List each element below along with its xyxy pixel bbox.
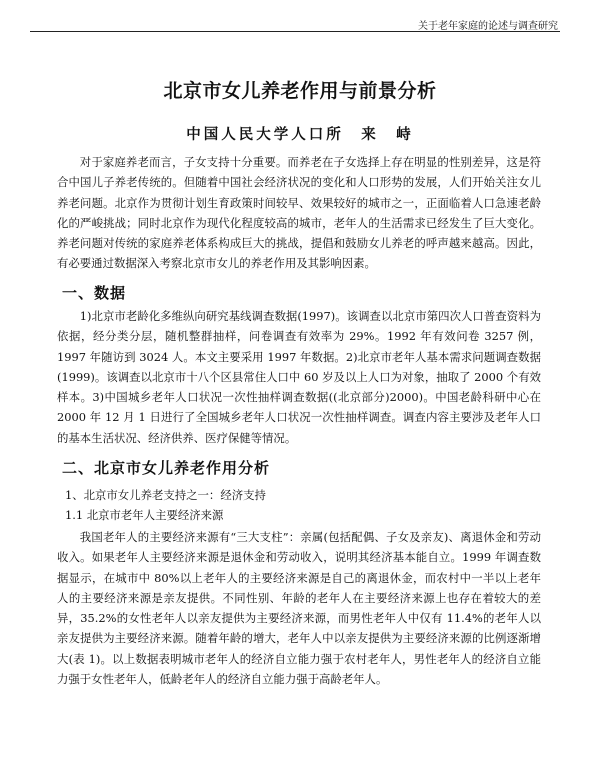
section-heading-analysis: 二、北京市女儿养老作用分析 (62, 459, 271, 477)
article-title: 北京市女儿养老作用与前景分析 (163, 80, 437, 102)
intro-paragraph: 对于家庭养老而言，子女支持十分重要。而养老在子女选择上存在明显的性别差异，这是符合中国儿子养老传统的。但随着中国社会经济状况的变化和人口形势的发展，人们开始关注女儿养老问题。北京作为贯彻计划生育政策时间较早、效果较好的城市之一，正面临着人口急速老龄化的严峻挑战；同时北京作为现代化程度较高的城市，老年人的生活需求已经发生了巨大变化。养老问题对传统的家庭养老体系构成巨大的挑战，提倡和鼓励女儿养老的呼声越来越高。因此，有必要通过数据深入考察北京市女儿的养老作用及其影响因素。 (57, 155, 541, 271)
author-line: 中国人民大学人口所 来 峙 (186, 126, 414, 143)
subsection-heading: 1、北京市女儿养老支持之一：经济支持 (65, 488, 266, 502)
section-heading-data: 一、数据 (62, 284, 127, 302)
subsubsection-heading: 1.1 北京市老年人主要经济来源 (65, 508, 224, 522)
running-head: 关于老年家庭的论述与调查研究 (418, 21, 558, 32)
header-rule (30, 31, 560, 32)
data-paragraph: 1)北京市老龄化多维纵向研究基线调查数据(1997)。该调查以北京市第四次人口普查资料为依据，经分类分层，随机整群抽样，问卷调查有效率为 29%。1992 年有效问卷 3257 例，1997 年随访到 3024 人。本文主要采用 1997 年数据。2)北京市老年人基本需求问题调查数据(1999)。该调查以北京市十八个区县常住人口中 60 岁及以上人口为对象，抽取了 2000 个有效样本。3)中国城乡老年人口状况一次性抽样调查数据((北京部分)2000)。中国老龄科研中心在 2000 年 12 月 1 日进行了全国城乡老年人口状况一次性抽样调查。调查内容主要涉及老年人口的基本生活状况、经济供养、医疗保健等情况。 (57, 309, 541, 445)
economic-source-paragraph: 我国老年人的主要经济来源有“三大支柱”：亲属(包括配偶、子女及亲友)、离退休金和劳动收入。如果老年人主要经济来源是退休金和劳动收入，说明其经济基本能自立。1999 年调查数据显示，在城市中 80%以上老年人的主要经济来源是自己的离退休金，而农村中一半以上老年人的主要经济来源是亲友提供。不同性别、年龄的老年人在主要经济来源上也存在着较大的差异，35.2%的女性老年人以亲友提供为主要经济来源，而男性老年人中仅有 11.4%的老年人以亲友提供为主要经济来源。随着年龄的增大，老年人中以亲友提供为主要经济来源的比例逐渐增大(表 1)。以上数据表明城市老年人的经济自立能力强于农村老年人，男性老年人的经济自立能力强于女性老年人，低龄老年人的经济自立能力强于高龄老年人。 (57, 530, 541, 687)
